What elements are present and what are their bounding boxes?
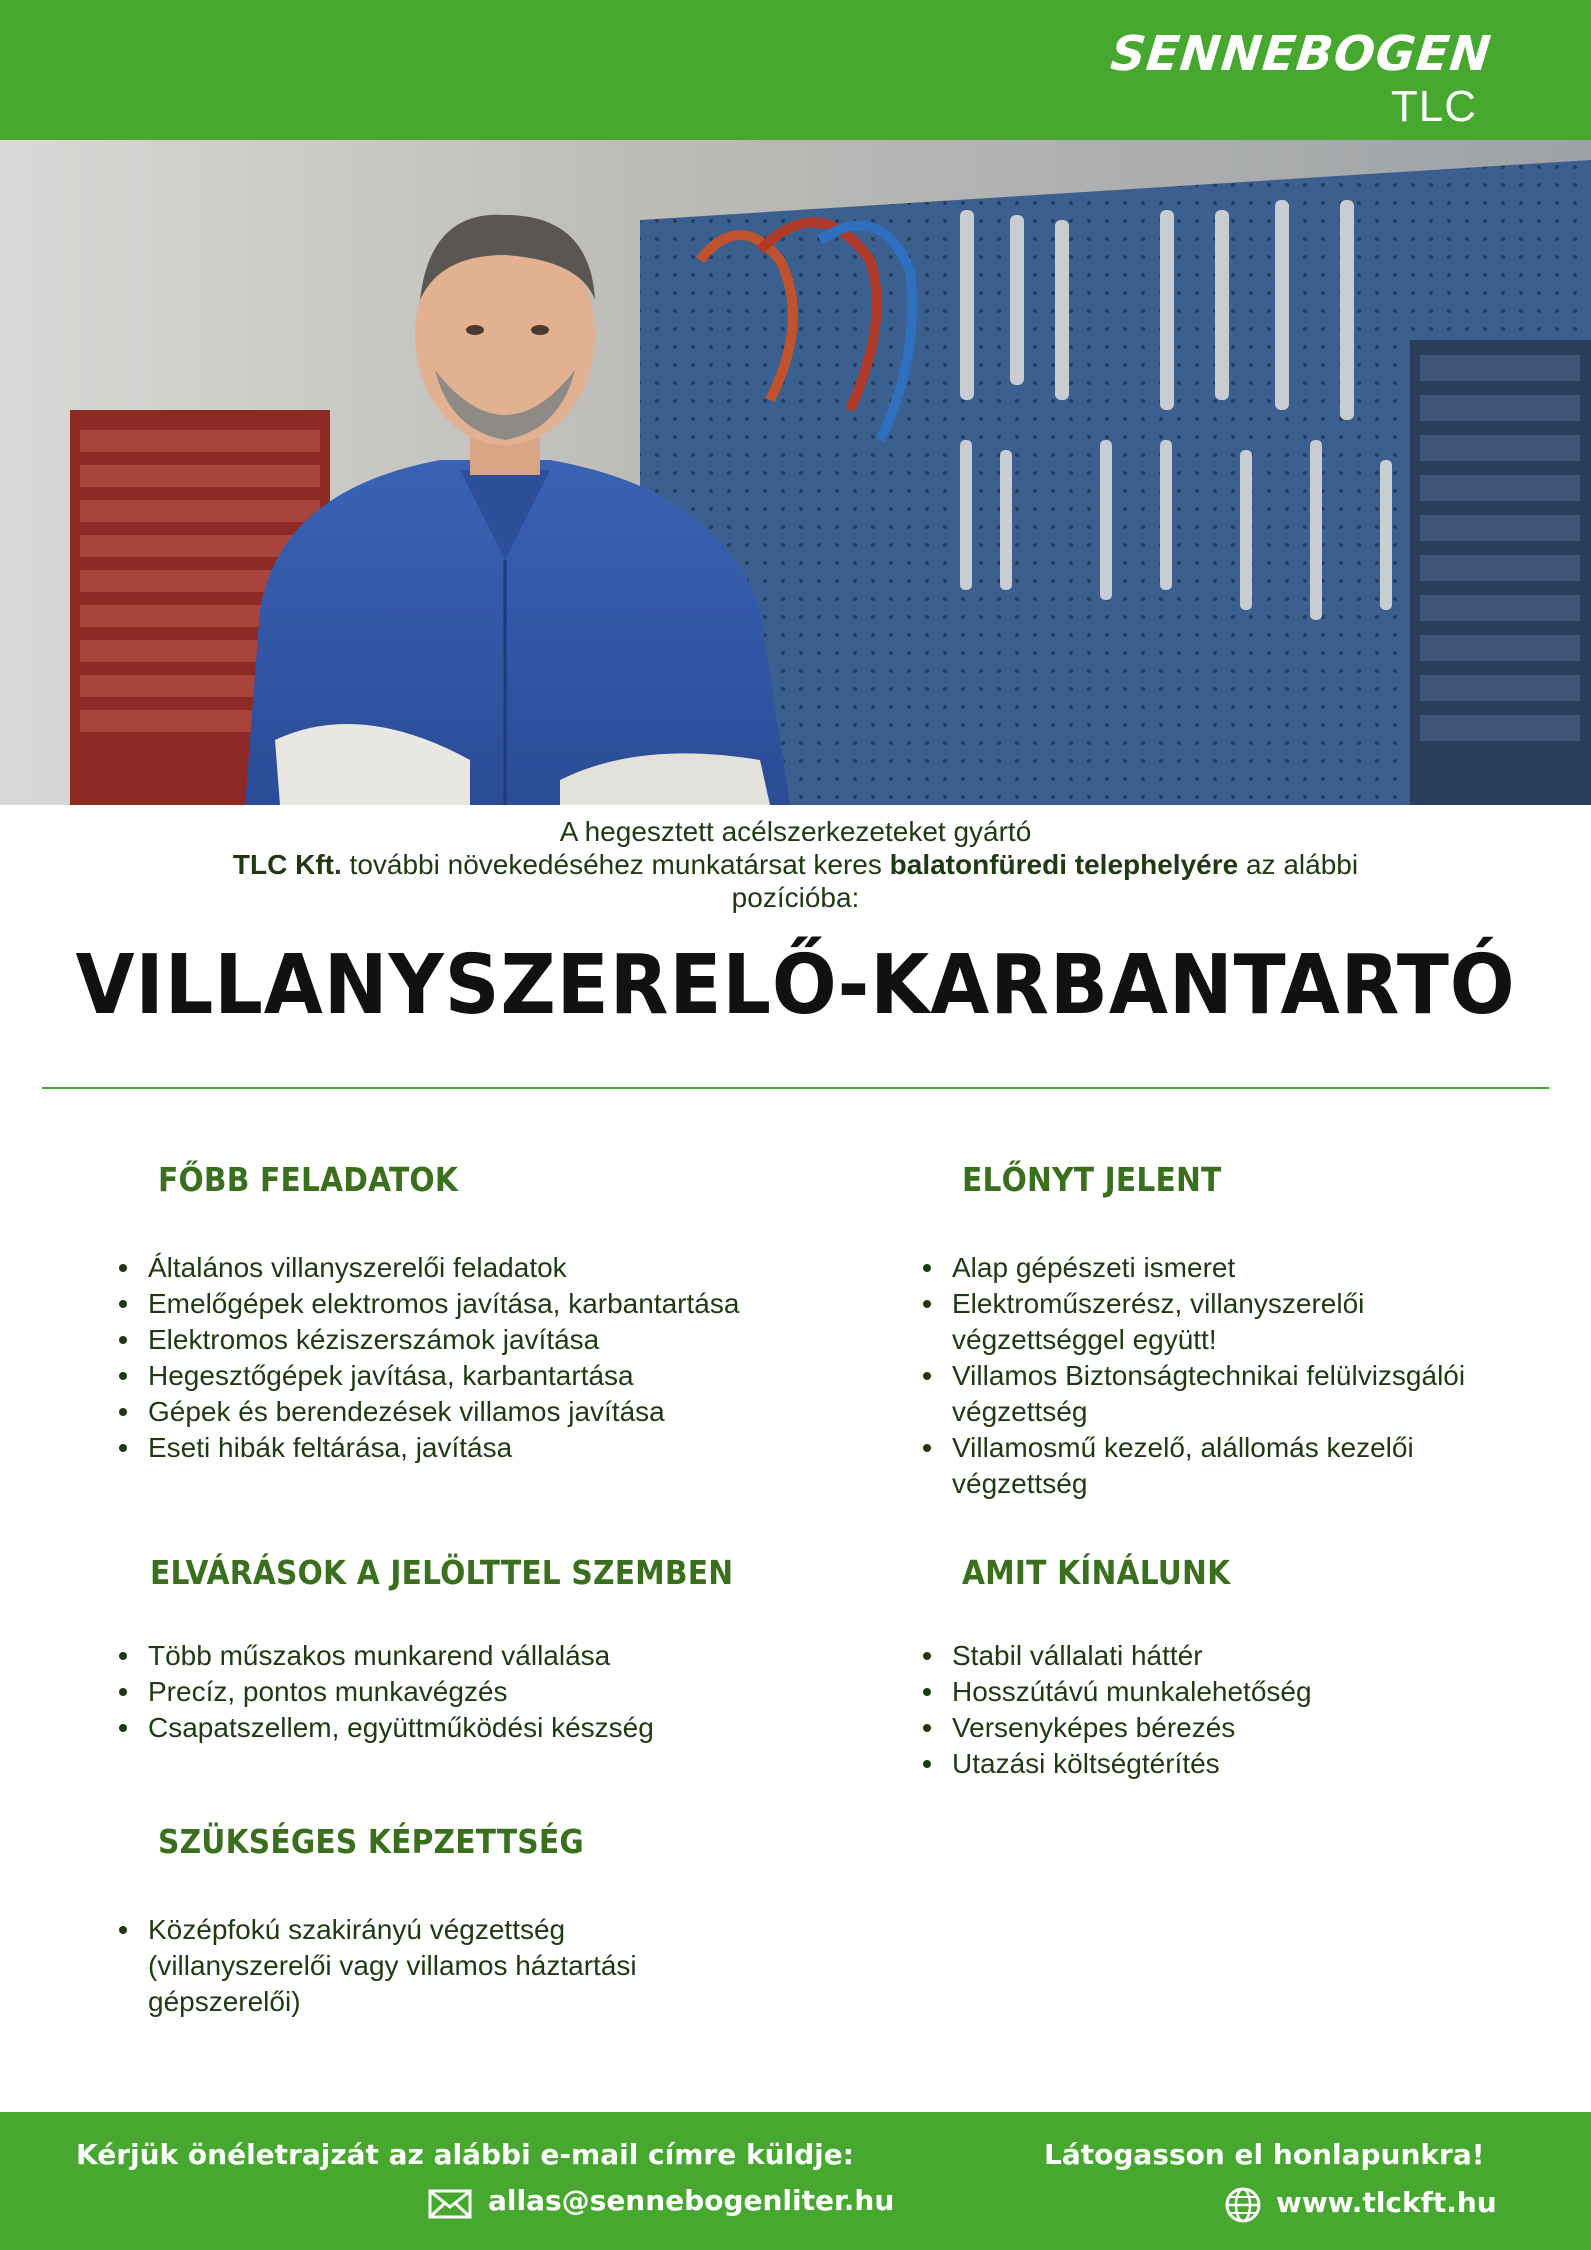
list-item: Utazási költségtérítés xyxy=(914,1746,1554,1782)
section-title: FŐBB FELADATOK xyxy=(158,1160,459,1199)
intro-mid: további növekedéséhez munkatársat keres xyxy=(341,849,890,880)
list-item: Emelőgépek elektromos javítása, karbantartása xyxy=(110,1286,870,1322)
bullet-icon xyxy=(923,1760,931,1768)
section-title: ELVÁRÁSOK A JELÖLTTEL SZEMBEN xyxy=(150,1553,734,1592)
intro-company: TLC Kft. xyxy=(232,849,342,880)
offer-list xyxy=(914,1638,1554,1782)
bullet-icon xyxy=(923,1300,931,1308)
bullet-icon xyxy=(119,1336,127,1344)
logo-main-text: SENNEBOGEN xyxy=(1107,26,1494,82)
bullet-icon xyxy=(119,1926,127,1934)
list-item: Elektroműszerész, villanyszerelői végzettséggel együtt! xyxy=(914,1286,1554,1358)
bullet-icon xyxy=(119,1652,127,1660)
list-item: Általános villanyszerelői feladatok xyxy=(110,1250,870,1286)
section-requirements xyxy=(150,1553,870,1592)
advantages-list-wrap xyxy=(914,1250,1554,1502)
envelope-icon xyxy=(428,2188,472,2224)
bullet-icon xyxy=(923,1444,931,1452)
bullet-icon xyxy=(119,1444,127,1452)
intro-end: az alábbi xyxy=(1238,849,1359,880)
list-item: Középfokú szakirányú végzettség (villanyszerelői vagy villamos háztartási gépszerelői) xyxy=(110,1912,710,2020)
intro-line-1: A hegesztett acélszerkezeteket gyártó xyxy=(559,816,1032,847)
section-title: AMIT KÍNÁLUNK xyxy=(962,1553,1231,1592)
list-item: Elektromos kéziszerszámok javítása xyxy=(110,1322,870,1358)
bullet-icon xyxy=(923,1652,931,1660)
list-item: Precíz, pontos munkavégzés xyxy=(110,1674,870,1710)
tasks-list xyxy=(110,1250,870,1466)
intro-line-3: pozícióba: xyxy=(731,882,860,913)
advantages-list xyxy=(914,1250,1554,1502)
list-item: Versenyképes bérezés xyxy=(914,1710,1554,1746)
bullet-icon xyxy=(923,1688,931,1696)
intro-location: balatonfüredi telephelyére xyxy=(889,849,1239,880)
section-title: SZÜKSÉGES KÉPZETTSÉG xyxy=(158,1822,584,1861)
list-item: Stabil vállalati háttér xyxy=(914,1638,1554,1674)
section-education xyxy=(158,1822,858,1861)
cv-prompt: Kérjük önéletrajzát az alábbi e-mail címre küldje: xyxy=(76,2138,854,2171)
email-link[interactable]: allas@sennebogenliter.hu xyxy=(488,2184,895,2217)
worker-photo xyxy=(0,140,1591,805)
intro-line-2 xyxy=(80,848,1511,881)
bullet-icon xyxy=(119,1688,127,1696)
list-item: Hosszútávú munkalehetőség xyxy=(914,1674,1554,1710)
website-link[interactable]: www.tlckft.hu xyxy=(1276,2186,1497,2219)
bullet-icon xyxy=(119,1300,127,1308)
visit-prompt: Látogasson el honlapunkra! xyxy=(1044,2138,1485,2171)
education-list-wrap xyxy=(110,1912,710,2020)
tasks-list-wrap xyxy=(110,1250,870,1466)
header-bar xyxy=(0,0,1591,140)
list-item: Alap gépészeti ismeret xyxy=(914,1250,1554,1286)
footer-bar xyxy=(0,2112,1591,2250)
offer-list-wrap xyxy=(914,1638,1554,1782)
bullet-icon xyxy=(119,1372,127,1380)
bullet-icon xyxy=(923,1264,931,1272)
section-tasks xyxy=(158,1160,858,1199)
logo-sub-text: TLC xyxy=(1390,82,1477,131)
intro-text xyxy=(80,815,1511,914)
requirements-list xyxy=(110,1638,870,1746)
education-list xyxy=(110,1912,710,2020)
sennebogen-logo xyxy=(1107,26,1494,136)
list-item: Hegesztőgépek javítása, karbantartása xyxy=(110,1358,870,1394)
list-item: Gépek és berendezések villamos javítása xyxy=(110,1394,870,1430)
bullet-icon xyxy=(923,1724,931,1732)
section-advantages xyxy=(962,1160,1522,1199)
bullet-icon xyxy=(923,1372,931,1380)
job-title: VILLANYSZERELŐ-KARBANTARTÓ xyxy=(75,938,1516,1033)
list-item: Eseti hibák feltárása, javítása xyxy=(110,1430,870,1466)
list-item: Több műszakos munkarend vállalása xyxy=(110,1638,870,1674)
list-item: Villamos Biztonságtechnikai felülvizsgálói végzettség xyxy=(914,1358,1554,1430)
section-offer xyxy=(962,1553,1522,1592)
list-item: Villamosmű kezelő, alállomás kezelői végzettség xyxy=(914,1430,1554,1502)
list-item: Csapatszellem, együttműködési készség xyxy=(110,1710,870,1746)
bullet-icon xyxy=(119,1264,127,1272)
section-title: ELŐNYT JELENT xyxy=(962,1160,1222,1199)
globe-icon xyxy=(1224,2186,1262,2228)
bullet-icon xyxy=(119,1408,127,1416)
bullet-icon xyxy=(119,1724,127,1732)
workshop-illustration xyxy=(0,140,1591,805)
requirements-list-wrap xyxy=(110,1638,870,1746)
divider xyxy=(42,1087,1549,1089)
